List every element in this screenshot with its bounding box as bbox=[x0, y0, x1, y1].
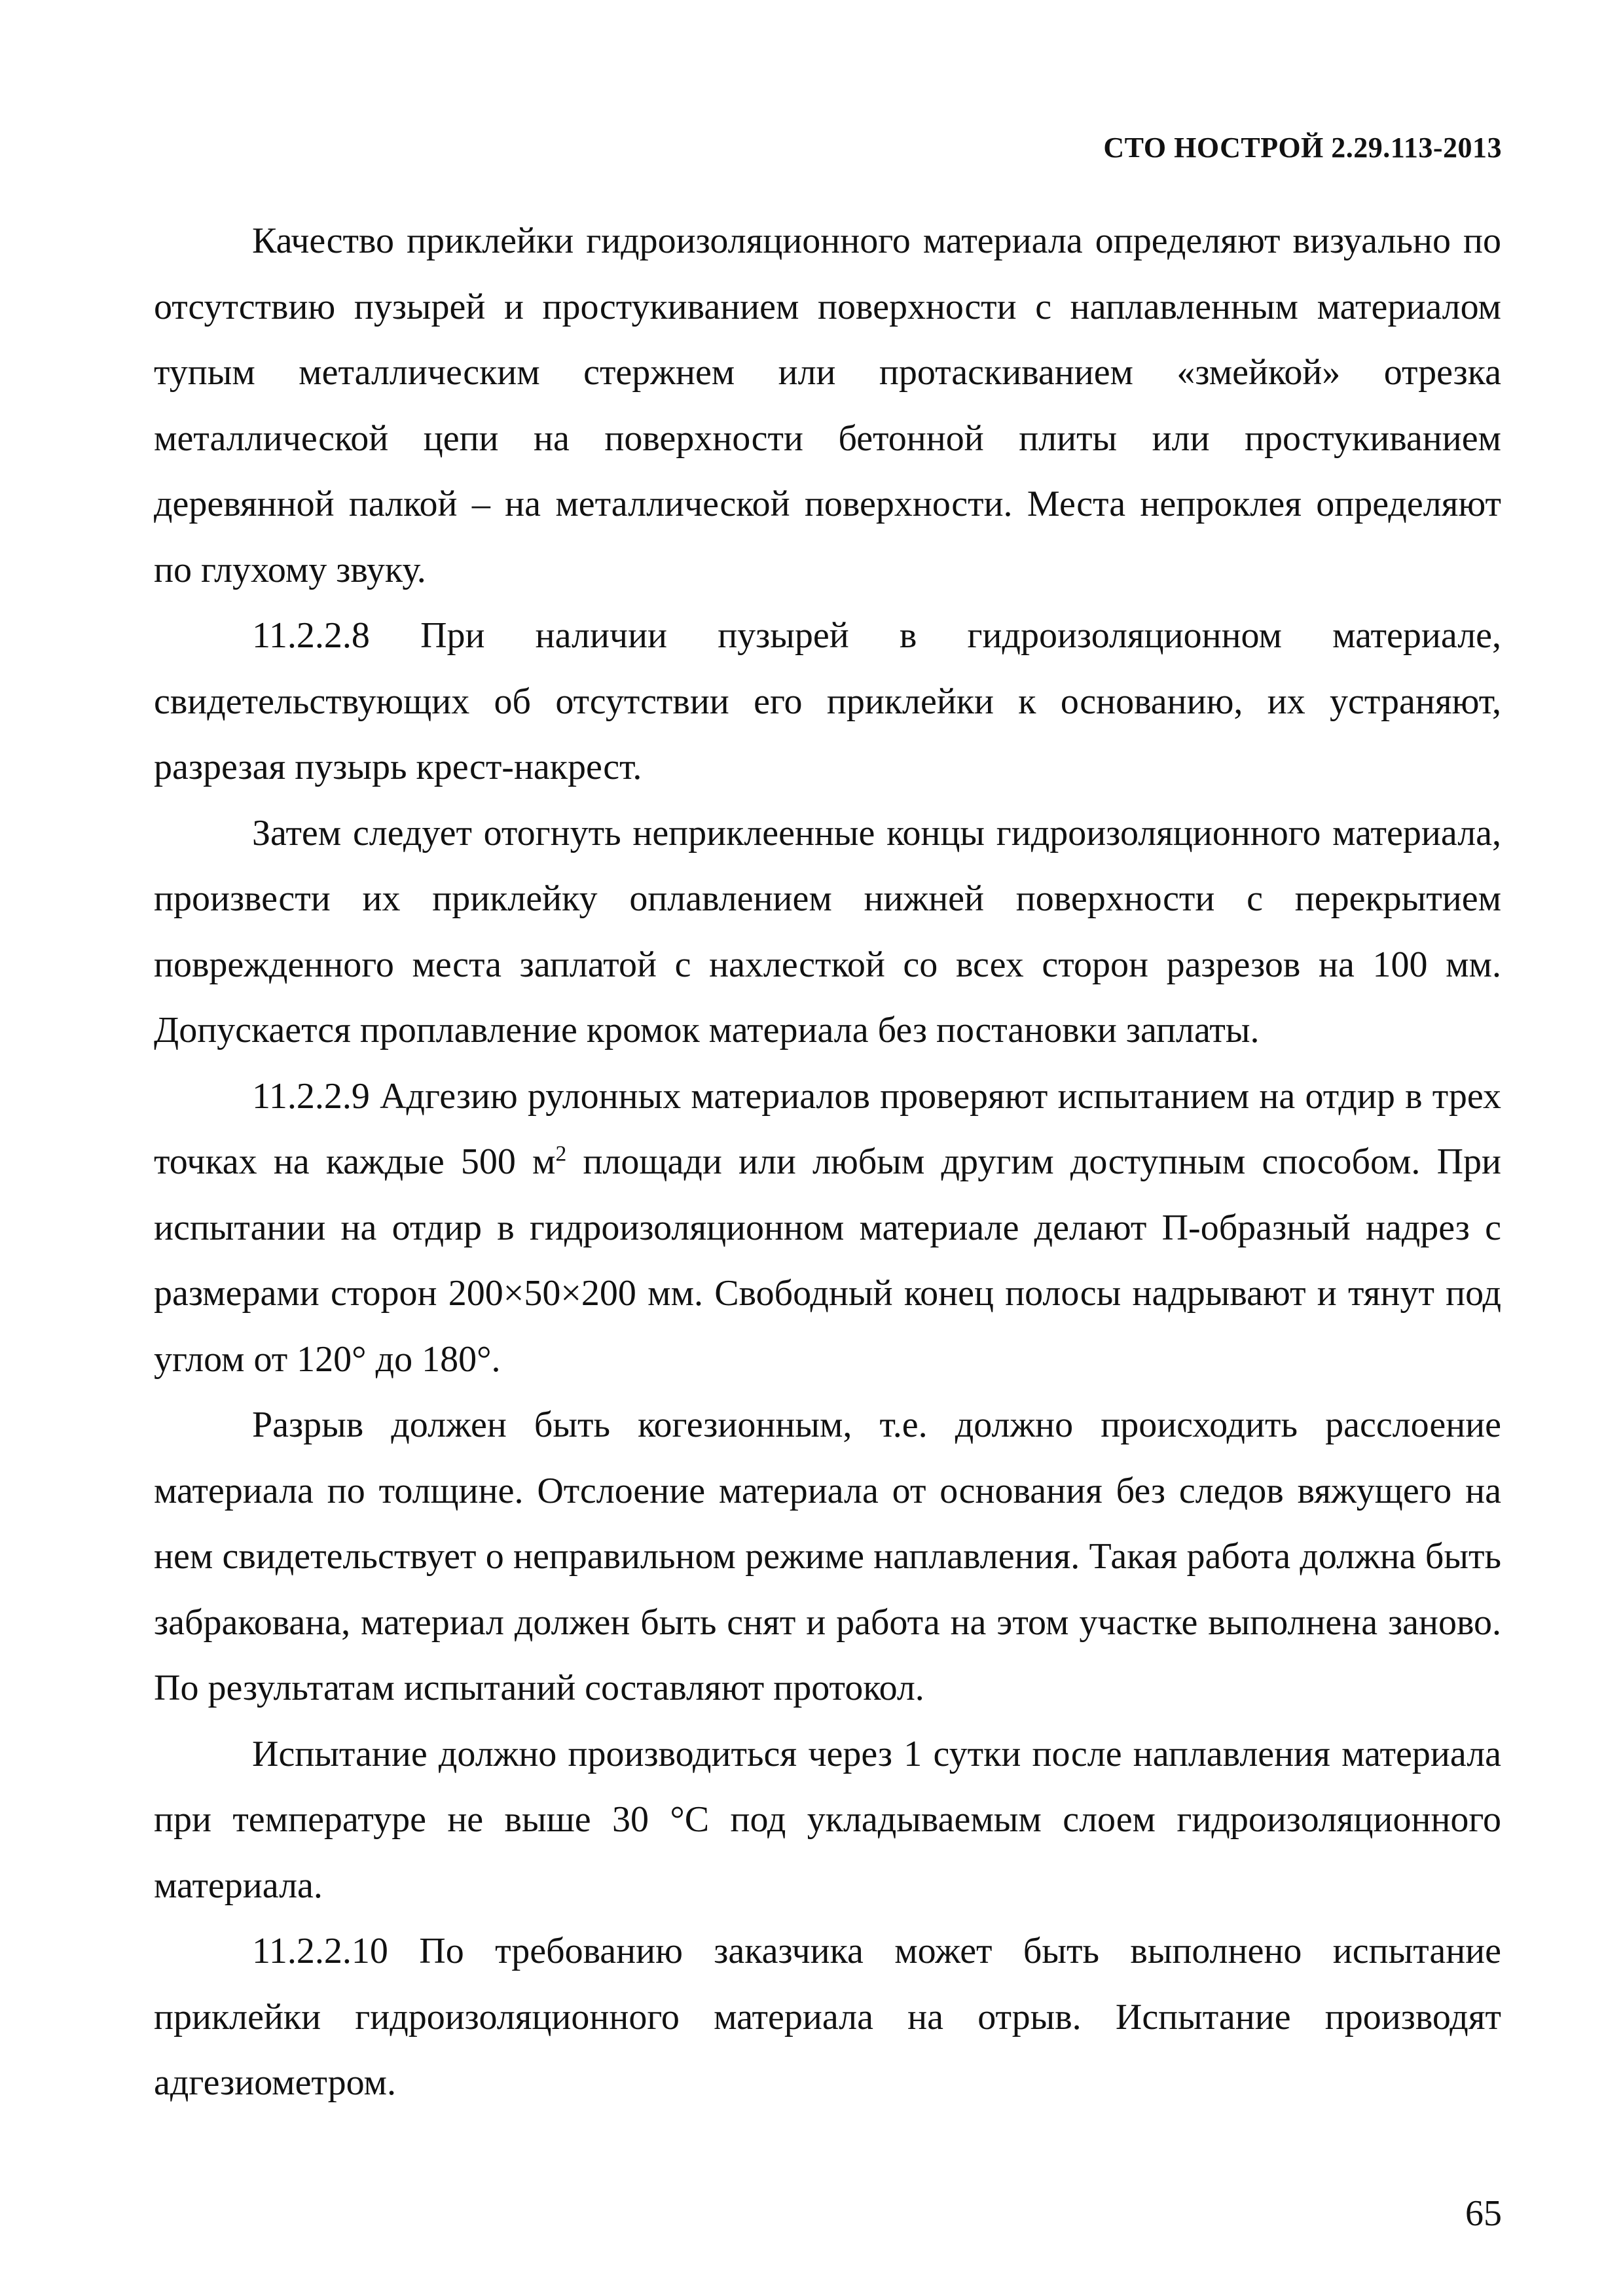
paragraph-11-2-2-10: 11.2.2.10 По требованию заказчика может быть выполнено испытание приклейки гидроизоляционного материала на отрыв. Испытание производят адгезиометром. bbox=[154, 1931, 1501, 2103]
standard-code: СТО НОСТРОЙ 2.29.113-2013 bbox=[1103, 132, 1502, 164]
paragraph-11-2-2-8: 11.2.2.8 При наличии пузырей в гидроизоляционном материале, свидетельствующих об отсутствии его приклейки к основанию, их устраняют, разрезая пузырь крест-накрест. bbox=[154, 615, 1501, 787]
document-body bbox=[154, 208, 1501, 2116]
paragraph-quality-check: Качество приклейки гидроизоляционного материала определяют визуально по отсутствию пузырей и простукиванием поверхности с наплавленным материалом тупым металлическим стержнем или протаскиванием «змейкой» отрезка металлической цепи на поверхности бетонной плиты или простукиванием деревянной палкой – на металлической поверхности. Места непроклея определяют по глухому звуку. bbox=[154, 221, 1501, 590]
paragraph-11-2-2-9-part-2: площади или любым другим доступным способом. При испытании на отдир в гидроизоляционном материале делают П-образный надрез с размерами сторон 200×50×200 мм. Свободный конец полосы надрывают и тянут под углом от 120° до 180°. bbox=[154, 1141, 1501, 1380]
page-number: 65 bbox=[1465, 2193, 1502, 2234]
paragraph-repair: Затем следует отогнуть неприклеенные концы гидроизоляционного материала, произвести их приклейку оплавлением нижней поверхности с перекрытием поврежденного места заплатой с нахлесткой со всех сторон разрезов на 100 мм. Допускается проплавление кромок материала без постановки заплаты. bbox=[154, 812, 1501, 1050]
paragraph-11-2-2-9-part-1: 11.2.2.9 Адгезию рулонных материалов проверяют испытанием на отдир в трех точках на каждые 500 м bbox=[154, 1075, 1501, 1182]
paragraph-cohesive-break: Разрыв должен быть когезионным, т.е. должно происходить расслоение материала по толщине. Отслоение материала от основания без следов вяжущего на нем свидетельствует о неправильном режиме наплавления. Такая работа должна быть забракована, материал должен быть снят и работа на этом участке выполнена заново. По результатам испытаний составляют протокол. bbox=[154, 1405, 1501, 1708]
paragraph-11-2-2-9 bbox=[154, 1064, 1501, 1393]
square-meter-superscript: 2 bbox=[555, 1141, 567, 1166]
paragraph-test-timing: Испытание должно производиться через 1 сутки после наплавления материала при температуре не выше 30 °С под укладываемым слоем гидроизоляционного материала. bbox=[154, 1733, 1501, 1906]
document-header bbox=[1103, 131, 1502, 165]
